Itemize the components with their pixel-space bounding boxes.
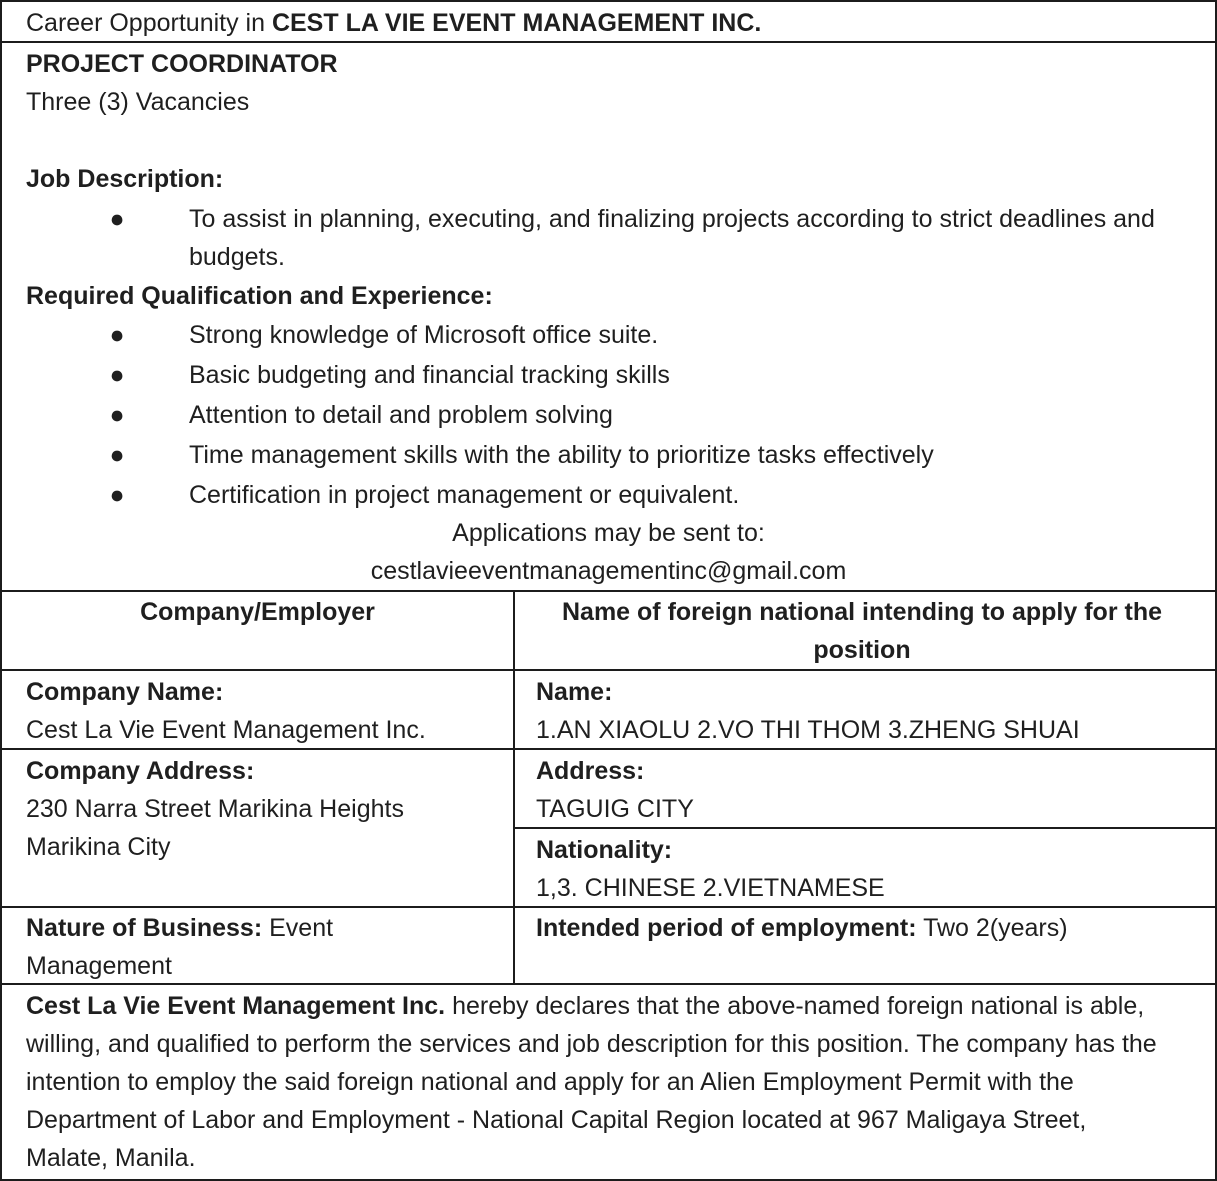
nature-label: Nature of Business:: [26, 914, 263, 942]
table-column-divider: [513, 590, 515, 983]
nature-value: Event: [262, 914, 334, 942]
list-item-text: Basic budgeting and financial tracking skills: [189, 361, 670, 389]
job-description-heading: Job Description:: [26, 165, 224, 193]
employment-period: [536, 909, 1068, 947]
table-header-employer: Company/Employer: [140, 598, 375, 626]
list-item-text: Certification in project management or equivalent.: [189, 481, 740, 509]
list-item: [2, 200, 1215, 276]
declaration-text: hereby declares that the above-named foreign national is able, willing, and qualified to perform the services and job description for this position. The company has the intention to employ the said foreign national and apply for an Alien Employment Permit with the Department of Labor and Employment - National Capital Region located at 967 Maligaya Street, Malate, Manila.: [26, 992, 1157, 1172]
address-value: TAGUIG CITY: [536, 795, 694, 823]
bullet-icon: ●: [109, 321, 125, 349]
list-item-text: To assist in planning, executing, and finalizing projects according to strict deadlines and budgets.: [189, 205, 1155, 271]
position-title: PROJECT COORDINATOR: [26, 50, 338, 78]
name-label: Name:: [536, 678, 613, 706]
list-item-text: Attention to detail and problem solving: [189, 401, 613, 429]
vacancies: Three (3) Vacancies: [26, 88, 250, 116]
nationality-label: Nationality:: [536, 836, 673, 864]
divider: [2, 906, 1215, 908]
period-label: Intended period of employment:: [536, 914, 917, 942]
period-value: Two 2(years): [916, 914, 1068, 942]
bullet-icon: ●: [109, 205, 125, 233]
company-name-label: Company Name:: [26, 678, 224, 706]
bullet-icon: ●: [109, 361, 125, 389]
nationality-value: 1,3. CHINESE 2.VIETNAMESE: [536, 874, 885, 902]
address-label: Address:: [536, 757, 645, 785]
declaration-company: Cest La Vie Event Management Inc.: [26, 992, 446, 1020]
bullet-icon: ●: [109, 441, 125, 469]
company-name-value: Cest La Vie Event Management Inc.: [26, 716, 426, 744]
qualifications-heading: Required Qualification and Experience:: [26, 282, 493, 310]
divider: [2, 669, 1215, 671]
table-header-foreign-national: Name of foreign national intending to apply for the position: [562, 598, 1162, 664]
bullet-icon: ●: [109, 401, 125, 429]
list-item-text: Strong knowledge of Microsoft office suite.: [189, 321, 659, 349]
name-value: 1.AN XIAOLU 2.VO THI THOM 3.ZHENG SHUAI: [536, 716, 1080, 744]
bullet-icon: ●: [109, 481, 125, 509]
divider: [2, 983, 1215, 985]
divider: [2, 590, 1215, 592]
applications-line: Applications may be sent to:: [452, 519, 765, 547]
divider: [513, 827, 1215, 829]
header-company: CEST LA VIE EVENT MANAGEMENT INC.: [271, 9, 762, 37]
nature-value-line2: Management: [26, 952, 172, 980]
list-item-text: Time management skills with the ability to prioritize tasks effectively: [189, 441, 934, 469]
header-prefix: Career Opportunity in: [26, 9, 272, 37]
posting-header: [26, 4, 761, 42]
applications-email[interactable]: cestlavieeventmanagementinc@gmail.com: [370, 557, 847, 585]
company-address-label: Company Address:: [26, 757, 255, 785]
declaration-paragraph: [26, 987, 1175, 1177]
divider: [2, 748, 1215, 750]
company-address-line1: 230 Narra Street Marikina Heights: [26, 795, 404, 823]
divider: [2, 41, 1215, 43]
nature-of-business: [26, 909, 333, 947]
company-address-line2: Marikina City: [26, 833, 171, 861]
